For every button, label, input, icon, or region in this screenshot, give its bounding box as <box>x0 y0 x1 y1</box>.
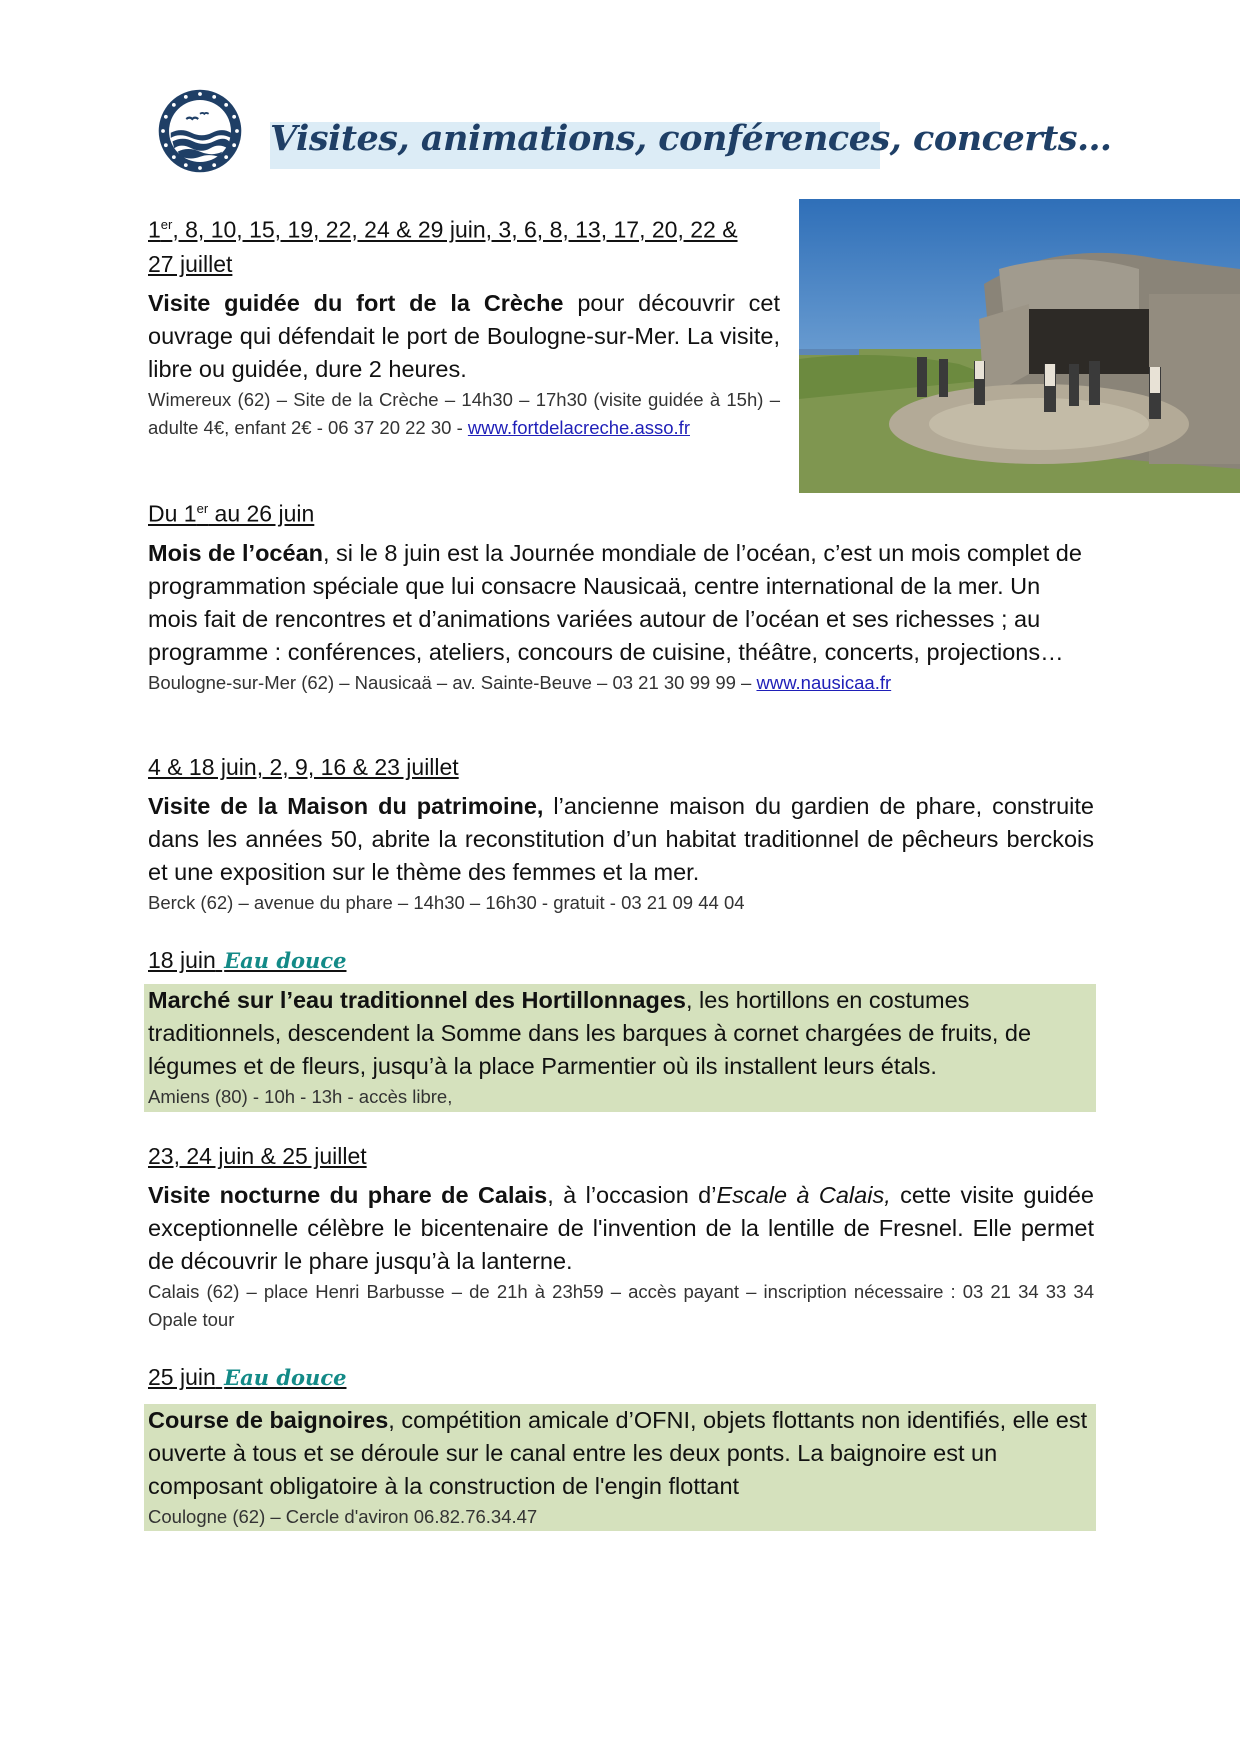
event-date <box>148 1360 1094 1395</box>
event-title: Marché sur l’eau traditionnel des Hortillonnages <box>148 987 686 1013</box>
event-date <box>148 492 1094 531</box>
event-info-text: Wimereux (62) – Site de la Crèche – 14h30 – 17h30 (visite guidée à 15h) – adulte 4€, enfant 2€ - 06 37 20 22 30 - <box>148 388 780 438</box>
event-info <box>148 669 1094 697</box>
event-title: Course de baignoires <box>148 1407 389 1433</box>
event-text: cette visite guidée exceptionnelle célèbre le bicentenaire de l'invention de la lentille de Fresnel. Elle permet de découvrir le phare jusqu’à la lanterne. <box>148 1182 1094 1274</box>
event-info: Berck (62) – avenue du phare – 14h30 – 16h30 - gratuit - 03 21 09 44 04 <box>148 892 745 913</box>
event-description <box>148 1179 1094 1278</box>
highlight-box <box>144 984 1096 1112</box>
event-description <box>148 984 1092 1083</box>
eau-douce-tag: Eau douce <box>224 948 347 973</box>
event-description <box>148 790 1094 889</box>
event-maison-patrimoine <box>148 750 1094 917</box>
event-date-part: 1 <box>148 216 161 243</box>
event-description <box>148 1404 1092 1503</box>
event-date <box>148 208 780 281</box>
event-date-sup: er <box>196 501 209 516</box>
event-description <box>148 287 780 386</box>
event-title: Visite de la Maison du patrimoine, <box>148 793 544 819</box>
event-title: Visite guidée du fort de la Crèche <box>148 289 564 316</box>
event-date-part: Du 1 <box>148 500 197 527</box>
eau-douce-tag: Eau douce <box>224 1365 347 1390</box>
event-date-part: , 8, 10, 15, 19, 22, 24 & 29 juin, 3, 6, 8, 13, 17, 20, 22 & <box>172 216 738 243</box>
event-date <box>148 943 1094 978</box>
event-date-part: au 26 juin <box>208 500 315 527</box>
event-title: Visite nocturne du phare de Calais <box>148 1182 548 1208</box>
event-info <box>148 386 780 442</box>
event-link[interactable]: www.fortdelacreche.asso.fr <box>467 416 690 438</box>
event-date-row <box>148 943 1094 978</box>
event-date: 23, 24 juin & 25 juillet <box>148 1143 367 1169</box>
event-mois-ocean <box>148 492 1094 697</box>
event-text: , compétition amicale d’OFNI, objets flottants non identifiés, elle est ouverte à tous et se déroule sur le canal entre les deux ponts. La baignoire est un composant obligatoire à la construction de l'engin flottant <box>148 1407 1088 1499</box>
page-title: Visites, animations, conférences, concerts… <box>270 118 1112 159</box>
event-text: pour découvrir cet ouvrage qui défendait le port de Boulogne-sur-Mer. La visite, libre ou guidée, dure 2 heures. <box>148 289 780 382</box>
event-description <box>148 537 1094 669</box>
event-text: l’ancienne maison du gardien de phare, construite dans les années 50, abrite la reconstitution d’un habitat traditionnel de pêcheurs berckois et une exposition sur le thème des femmes et la mer. <box>148 793 1094 885</box>
event-title: Mois de l’océan <box>148 539 323 566</box>
event-date-part: 25 juin <box>148 1364 216 1390</box>
logo-icon <box>157 88 243 174</box>
event-date-part: 18 juin <box>148 947 216 973</box>
event-text: , si le 8 juin est la Journée mondiale de l’océan, c’est un mois complet de programmation spéciale que lui consacre Nausicaä, centre international de la mer. Un mois fait de rencontres et d’animations variées autour de l’océan et ses richesses ; au programme : conférences, ateliers, concours de cuisine, théâtre, concerts, projections… <box>148 539 1082 665</box>
event-info: Coulogne (62) – Cercle d'aviron 06.82.76.34.47 <box>148 1506 538 1527</box>
event-date-sup: er <box>160 217 173 232</box>
highlight-box <box>144 1404 1096 1531</box>
event-info: Calais (62) – place Henri Barbusse – de 21h à 23h59 – accès payant – inscription nécessaire : 03 21 34 33 34 Opale tour <box>148 1281 1094 1330</box>
event-info: Amiens (80) - 10h - 13h - accès libre, <box>148 1086 453 1107</box>
event-info-text: Boulogne-sur-Mer (62) – Nausicaä – av. Sainte-Beuve – 03 21 30 99 99 – <box>148 671 757 693</box>
event-date-row <box>148 1360 1094 1395</box>
fort-photo <box>799 199 1240 493</box>
event-date: 4 & 18 juin, 2, 9, 16 & 23 juillet <box>148 754 459 780</box>
event-text: , les hortillons en costumes traditionnels, descendent la Somme dans les barques à cornet chargées de fruits, de légumes et de fleurs, jusqu’à la place Parmentier où ils installent leurs étals. <box>148 987 1032 1079</box>
event-phare-calais <box>148 1139 1094 1334</box>
event-fort-creche <box>148 208 780 442</box>
event-text-italic: Escale à Calais, <box>716 1182 891 1208</box>
event-link[interactable]: www.nausicaa.fr <box>756 671 892 693</box>
event-date-part: 27 juillet <box>148 250 233 277</box>
event-text: , à l’occasion d’ <box>547 1182 717 1208</box>
